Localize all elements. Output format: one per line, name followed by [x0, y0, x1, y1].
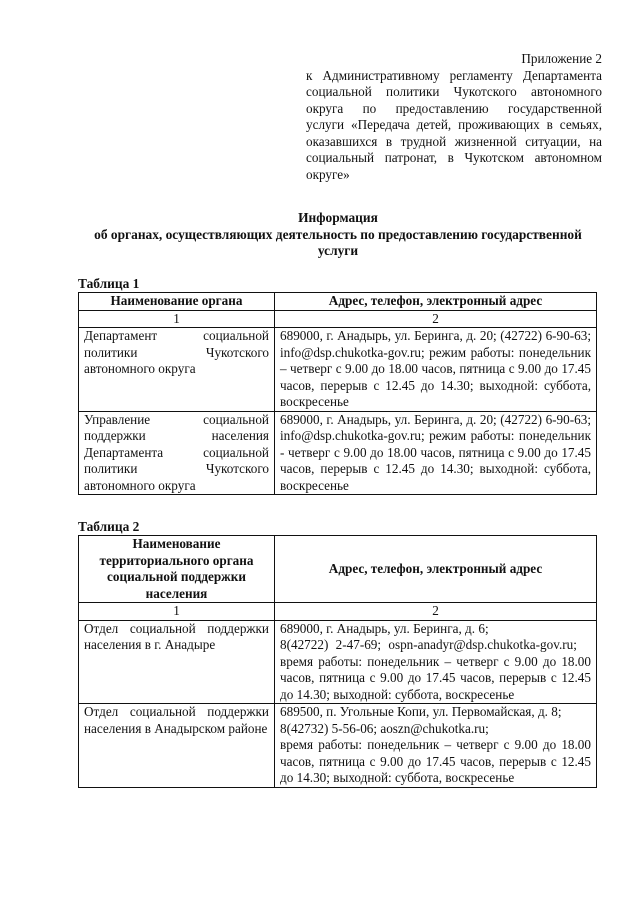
address: 689500, п. Угольные Копи, ул. Первомайская, д. 8; [280, 704, 562, 719]
organ-details: 689000, г. Анадырь, ул. Беринга, д. 20; (42722) 6-90-63; info@dsp.chukotka-gov.ru; режим работы: понедельник - четверг с 9.00 до 18.00 часов, пятница с 9.00 до 17.45 часов, перерыв с 12.45 до 14.30; выходной: суббота, воскресенье [275, 411, 597, 495]
appendix-line: округа по предоставлению государственной [306, 100, 602, 116]
title-line: услуги [317, 243, 359, 258]
column-number: 1 [79, 310, 275, 328]
table2-caption: Таблица 2 [78, 519, 140, 534]
table-header-row [79, 536, 597, 603]
contacts: 8(42732) 5-56-06; aoszn@chukotka.ru; [280, 720, 489, 736]
table-row [79, 620, 597, 704]
appendix-number: Приложение 2 [521, 51, 602, 66]
table1 [78, 292, 597, 495]
organ-details: 689000, г. Анадырь, ул. Беринга, д. 20; (42722) 6-90-63; info@dsp.chukotka-gov.ru; режим работы: понедельник – четверг с 9.00 до 18.00 часов, пятница с 9.00 до 17.45 часов, перерыв с 12.45 до 14.30; выходной: суббота, воскресенье [275, 328, 597, 412]
table1-caption: Таблица 1 [78, 276, 140, 291]
column-number-row [79, 603, 597, 621]
document-title [64, 210, 612, 260]
address: 689000, г. Анадырь, ул. Беринга, д. 6; [280, 620, 489, 636]
organ-name: Управление социальной поддержки населения Департамента социальной политики Чукотского автономного округа [79, 411, 275, 495]
territorial-organ-name: Отдел социальной поддержки населения в г. Анадыре [79, 620, 275, 704]
column-number-row [79, 310, 597, 328]
column-header: Наименование органа [79, 293, 275, 311]
column-header: Адрес, телефон, электронный адрес [275, 293, 597, 311]
column-number: 1 [79, 603, 275, 621]
title-line: об органах, осуществляющих деятельность по предоставлению государственной [94, 226, 582, 242]
column-header: Адрес, телефон, электронный адрес [275, 536, 597, 603]
appendix-line: оказавшихся в трудной жизненной ситуации, на [306, 133, 602, 149]
appendix-header [306, 51, 602, 183]
table-row [79, 328, 597, 412]
schedule: время работы: понедельник – четверг с 9.00 до 18.00 часов, пятница с 9.00 до 17.45 часов, перерыв с 12.45 до 14.30; выходной: суббота, воскресенье [280, 653, 591, 702]
column-number: 2 [275, 310, 597, 328]
table-row [79, 704, 597, 788]
appendix-line: социальной политики Чукотского автономного [306, 84, 602, 99]
table-header-row [79, 293, 597, 311]
territorial-organ-details [275, 704, 597, 788]
territorial-organ-details [275, 620, 597, 704]
organ-name: Департамент социальной политики Чукотского автономного округа [79, 328, 275, 412]
table-row [79, 411, 597, 495]
title-line: Информация [298, 210, 378, 225]
column-header: Наименование территориального органа социальной поддержки населения [79, 536, 275, 603]
appendix-line: социальный патронат, в Чукотском автономном [306, 150, 602, 165]
column-number: 2 [275, 603, 597, 621]
table2 [78, 535, 597, 788]
appendix-line: округе» [306, 166, 350, 182]
schedule: время работы: понедельник – четверг с 9.00 до 18.00 часов, пятница с 9.00 до 17.45 часов, перерыв с 12.45 до 14.30; выходной: суббота, воскресенье [280, 737, 591, 785]
appendix-line: услуги «Передача детей, проживающих в семьях, [306, 117, 602, 132]
appendix-line: к Административному регламенту Департамента [306, 67, 602, 83]
contacts: 8(42722) 2-47-69; ospn-anadyr@dsp.chukotka-gov.ru; [280, 637, 577, 652]
territorial-organ-name: Отдел социальной поддержки населения в Анадырском районе [79, 704, 275, 788]
